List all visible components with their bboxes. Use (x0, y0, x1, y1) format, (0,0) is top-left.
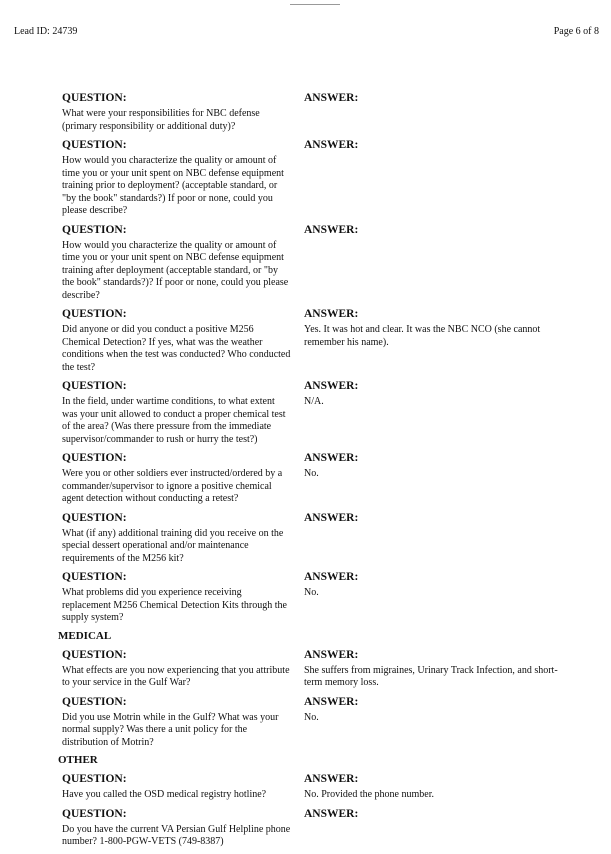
answer-text: She suffers from migraines, Urinary Track Infection, and short-term memory loss. (304, 664, 558, 688)
question-text: What problems did you experience receiving replacement M256 Chemical Detection Kits through the supply system? (62, 587, 287, 623)
question-text: Do you have the current VA Persian Gulf Helpline phone number? 1-800-PGW-VETS (749-8387) (62, 823, 291, 847)
qa-block (0, 695, 611, 750)
answer-label: ANSWER: (304, 648, 359, 661)
section-other: OTHER (58, 754, 98, 766)
question-col (62, 807, 292, 849)
question-text: Were you or other soldiers ever instructed/ordered by a commander/supervisor to ignore a positive chemical agent detection without conducting a retest? (62, 468, 283, 504)
question-label: QUESTION: (62, 308, 127, 320)
answer-col (304, 695, 564, 725)
question-label: QUESTION: (62, 223, 127, 236)
answer-label: ANSWER: (304, 308, 359, 320)
question-label: QUESTION: (62, 695, 127, 708)
page-number: Page 6 of 8 (553, 26, 599, 37)
question-col (62, 451, 292, 506)
question-text: How would you characterize the quality or amount of time you or your unit spent on NBC defense equipment training after deployment (acceptable standard, or "by the book" standards?)? If poor or none, could you please describe? (62, 239, 289, 301)
answer-label: ANSWER: (304, 773, 359, 785)
answer-label: ANSWER: (304, 695, 359, 708)
question-label: QUESTION: (62, 511, 127, 524)
question-col (62, 138, 292, 218)
question-text: What (if any) additional training did you receive on the special dessert operational and/or maintenance requirements of the M256 kit? (62, 527, 284, 564)
qa-block (0, 772, 611, 802)
answer-col (304, 570, 564, 600)
section-medical: MEDICAL (58, 629, 112, 642)
question-col (62, 772, 292, 802)
question-col (62, 91, 292, 133)
question-label: QUESTION: (62, 571, 127, 583)
qa-block (0, 807, 611, 849)
question-col (62, 648, 292, 690)
answer-col (304, 307, 564, 349)
question-label: QUESTION: (62, 92, 127, 104)
question-label: QUESTION: (62, 648, 127, 661)
answer-col (304, 379, 564, 409)
qa-block (0, 91, 611, 133)
question-col (62, 223, 292, 303)
question-text: How would you characterize the quality or amount of time you or your unit spent on NBC defense equipment training prior to deployment? (acceptable standard, or "by the book" standards?) If poor or none, could you please describe? (62, 155, 284, 216)
qa-block (0, 511, 611, 566)
answer-col (304, 807, 564, 821)
answer-col (304, 511, 564, 525)
answer-col (304, 772, 564, 802)
answer-col (304, 451, 564, 481)
question-label: QUESTION: (62, 807, 127, 820)
question-col (62, 307, 292, 374)
answer-text: N/A. (304, 396, 324, 407)
question-col (62, 570, 292, 625)
answer-col (304, 138, 564, 152)
qa-block (0, 223, 611, 303)
main-qa-list (0, 91, 611, 625)
question-col (62, 511, 292, 566)
question-text: In the field, under wartime conditions, to what extent was your unit allowed to conduct a proper chemical test of the area? (Was there pressure from the immediate supervisor/commander to rush or hurry the test?) (62, 396, 286, 445)
question-label: QUESTION: (62, 139, 127, 151)
answer-col (304, 223, 564, 237)
answer-label: ANSWER: (304, 571, 359, 583)
question-text: Did anyone or did you conduct a positive M256 Chemical Detection? If yes, what was the weather conditions when the test was conducted? Who conducted the test? (62, 324, 291, 373)
qa-block (0, 379, 611, 446)
answer-col (304, 91, 564, 105)
qa-block (0, 570, 611, 625)
answer-text: No. (304, 587, 319, 598)
lead-id: Lead ID: 24739 (14, 26, 78, 37)
answer-text: No. Provided the phone number. (304, 789, 434, 800)
answer-text: No. (304, 711, 319, 723)
question-label: QUESTION: (62, 380, 127, 392)
question-label: QUESTION: (62, 452, 127, 464)
other-qa-list (0, 772, 611, 849)
qa-block (0, 451, 611, 506)
answer-label: ANSWER: (304, 807, 359, 820)
qa-document (0, 91, 611, 854)
question-label: QUESTION: (62, 773, 127, 785)
question-col (62, 379, 292, 446)
medical-qa-list (0, 648, 611, 750)
question-text: Have you called the OSD medical registry hotline? (62, 789, 267, 800)
answer-text: Yes. It was hot and clear. It was the NBC NCO (she cannot remember his name). (304, 324, 541, 348)
question-text: Did you use Motrin while in the Gulf? What was your normal supply? Was there a unit policy for the distribution of Motrin? (62, 711, 279, 748)
qa-block (0, 138, 611, 218)
answer-label: ANSWER: (304, 223, 359, 236)
answer-label: ANSWER: (304, 511, 359, 524)
top-rule (290, 4, 340, 5)
question-col (62, 695, 292, 750)
answer-label: ANSWER: (304, 452, 359, 464)
answer-label: ANSWER: (304, 92, 359, 104)
qa-block (0, 307, 611, 374)
answer-col (304, 648, 564, 690)
question-text: What were your responsibilities for NBC defense (primary responsibility or additional duty)? (62, 108, 260, 132)
question-text: What effects are you now experiencing that you attribute to your service in the Gulf War? (62, 664, 290, 688)
answer-label: ANSWER: (304, 380, 359, 392)
qa-block (0, 648, 611, 690)
answer-label: ANSWER: (304, 139, 359, 151)
answer-text: No. (304, 468, 319, 479)
